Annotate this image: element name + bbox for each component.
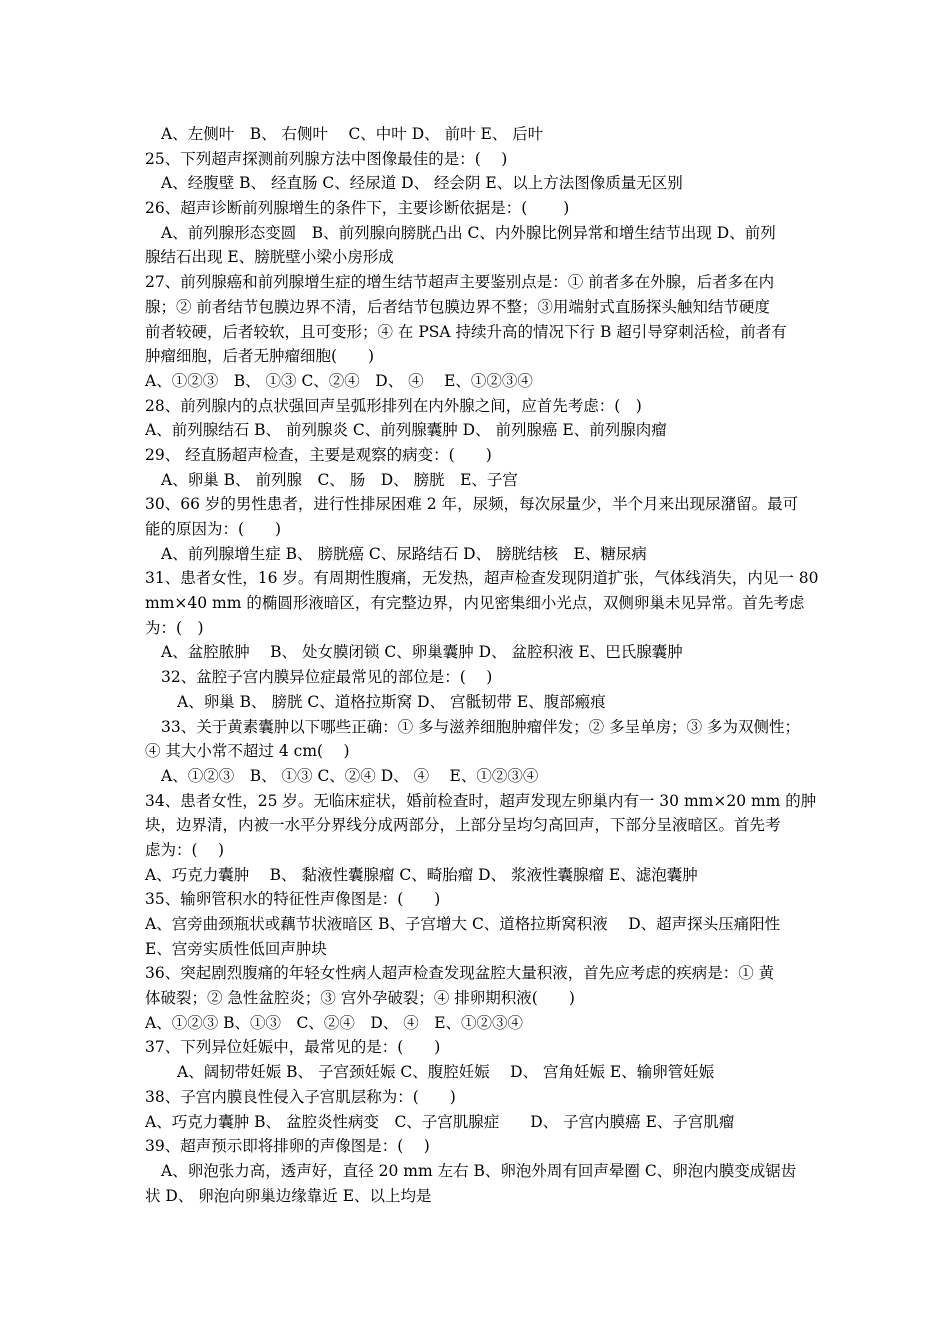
text-line: mm×40 mm 的椭圆形液暗区，有完整边界，内见密集细小光点，双侧卵巢未见异常。首先考虑 (145, 594, 805, 613)
text-line: 块，边界清，内被一水平分界线分成两部分，上部分呈均匀高回声，下部分呈液暗区。首先考 (145, 816, 781, 835)
text-line: 30、66 岁的男性患者，进行性排尿困难 2 年，尿频，每次尿量少，半个月来出现尿潴留。最可 (145, 495, 799, 514)
text-line: A、①②③ B、 ①③ C、②④ D、 ④ E、①②③④ (145, 371, 533, 390)
text-line: A、卵巢 B、 膀胱 C、道格拉斯窝 D、 宫骶韧带 E、腹部瘢痕 (177, 692, 606, 711)
text-line: 虑为：( ) (145, 840, 225, 859)
text-line: A、①②③ B、①③ C、②④ D、 ④ E、①②③④ (145, 1013, 524, 1032)
text-line: A、前列腺形态变圆 B、前列腺向膀胱凸出 C、内外腺比例异常和增生结节出现 D、前列 (161, 223, 776, 242)
text-line: 26、超声诊断前列腺增生的条件下，主要诊断依据是：( ) (145, 199, 570, 218)
text-line: A、卵巢 B、 前列腺 C、 肠 D、 膀胱 E、子宫 (161, 470, 518, 489)
text-line: A、前列腺结石 B、 前列腺炎 C、前列腺囊肿 D、 前列腺癌 E、前列腺肉瘤 (145, 421, 667, 440)
text-line: A、左侧叶 B、 右侧叶 C、中叶 D、 前叶 E、 后叶 (161, 125, 544, 143)
text-line: 35、输卵管积水的特征性声像图是：( ) (145, 890, 441, 909)
text-line: A、巧克力囊肿 B、 盆腔炎性病变 C、子宫肌腺症 D、 子宫内膜癌 E、子宫肌瘤 (145, 1112, 735, 1131)
text-line: 34、患者女性，25 岁。无临床症状，婚前检查时，超声发现左卵巢内有一 30 mm×20 mm 的肿 (145, 791, 817, 810)
text-line: A、①②③ B、 ①③ C、②④ D、 ④ E、①②③④ (161, 766, 539, 785)
text-line: 37、下列异位妊娠中，最常见的是：( ) (145, 1038, 441, 1057)
text-line: A、巧克力囊肿 B、 黏液性囊腺瘤 C、畸胎瘤 D、 浆液性囊腺瘤 E、滤泡囊肿 (145, 865, 698, 884)
text-line: 33、关于黄素囊肿以下哪些正确：① 多与滋养细胞肿瘤伴发；② 多呈单房；③ 多为双侧性； (161, 717, 801, 736)
text-line: 36、突起剧烈腹痛的年轻女性病人超声检查发现盆腔大量积液，首先应考虑的疾病是：① 黄 (145, 964, 775, 983)
text-line: A、盆腔脓肿 B、 处女膜闭锁 C、卵巢囊肿 D、 盆腔积液 E、巴氏腺囊肿 (161, 643, 683, 662)
text-line: 前者较硬，后者较软，且可变形；④ 在 PSA 持续升高的情况下行 B 超引导穿刺活检，前者有 (145, 322, 787, 341)
text-line: 25、下列超声探测前列腺方法中图像最佳的是：( ) (145, 149, 508, 168)
text-line: 38、子宫内膜良性侵入子宫肌层称为：( ) (145, 1087, 456, 1106)
text-line: 27、前列腺癌和前列腺增生症的增生结节超声主要鉴别点是：① 前者多在外腺，后者多在内 (145, 273, 775, 292)
text-line: 32、盆腔子宫内膜异位症最常见的部位是：( ) (161, 668, 493, 687)
text-line: A、经腹壁 B、 经直肠 C、经尿道 D、 经会阴 E、以上方法图像质量无区别 (161, 174, 683, 193)
text-line: 腺；② 前者结节包膜边界不清，后者结节包膜边界不整；③用端射式直肠探头触知结节硬度 (145, 297, 770, 316)
text-line: 腺结石出现 E、膀胱壁小梁小房形成 (145, 248, 394, 267)
text-line: 39、超声预示即将排卵的声像图是：( ) (145, 1137, 430, 1156)
text-line: 29、 经直肠超声检查，主要是观察的病变：( ) (145, 445, 492, 464)
text-line: A、卵泡张力高，透声好，直径 20 mm 左右 B、卵泡外周有回声晕圈 C、卵泡内膜变成锯齿 (161, 1161, 797, 1180)
text-line: 28、前列腺内的点状强回声呈弧形排列在内外腺之间，应首先考虑：( ) (145, 396, 642, 415)
text-line: 31、患者女性，16 岁。有周期性腹痛，无发热，超声检查发现阴道扩张，气体线消失，内见一 80 (145, 569, 819, 588)
text-line: A、前列腺增生症 B、 膀胱癌 C、尿路结石 D、 膀胱结核 E、糖尿病 (161, 544, 647, 563)
text-line: A、阔韧带妊娠 B、 子宫颈妊娠 C、腹腔妊娠 D、 宫角妊娠 E、输卵管妊娠 (177, 1063, 715, 1082)
text-line: ④ 其大小常不超过 4 cm( ) (145, 742, 350, 761)
text-line: 为：( ) (145, 618, 204, 637)
text-line: A、宫旁曲颈瓶状或藕节状液暗区 B、子宫增大 C、道格拉斯窝积液 D、超声探头压痛阳性 (145, 915, 781, 933)
text-line: E、宫旁实质性低回声肿块 (145, 939, 327, 958)
text-line: 能的原因为：( ) (145, 520, 282, 538)
document-page (145, 122, 819, 1208)
text-line: 体破裂；② 急性盆腔炎；③ 宫外孕破裂；④ 排卵期积液( ) (145, 989, 575, 1008)
text-line: 肿瘤细胞，后者无肿瘤细胞( ) (145, 347, 375, 366)
text-line: 状 D、 卵泡向卵巢边缘靠近 E、以上均是 (145, 1186, 432, 1205)
